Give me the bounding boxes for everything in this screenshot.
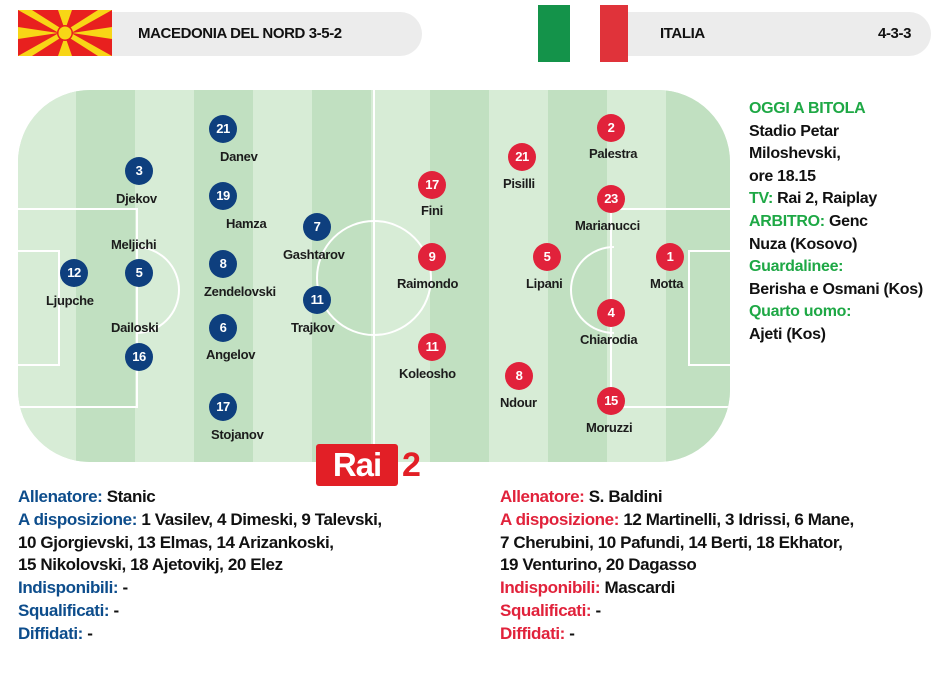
fourth-official-label: Quarto uomo: [749,303,852,321]
player-number: 4 [597,299,625,327]
player-name: Ljupche [46,293,94,308]
coach-label: Allenatore: [18,487,103,506]
player-number: 23 [597,185,625,213]
venue-line: Miloshevski, [749,145,841,163]
player-number: 8 [505,362,533,390]
subs-value-cont: 10 Gjorgievski, 13 Elmas, 14 Arizankoski, [18,532,334,552]
player-number: 15 [597,387,625,415]
north-macedonia-flag [18,10,112,56]
match-info [749,98,939,347]
warned-label: Diffidati: [18,623,83,643]
player-number: 9 [418,243,446,271]
left-goal-area [18,250,60,366]
unavailable-label: Indisponibili: [18,578,119,598]
tv-value: Rai 2, Raiplay [773,190,877,208]
referee-info [749,211,939,234]
unavailable-value: Mascardi [600,578,675,598]
player-number: 21 [508,143,536,171]
home-team-details [18,486,488,646]
player-number: 3 [125,157,153,185]
subs-value-cont: 7 Cherubini, 10 Pafundi, 14 Berti, 18 Ekhator, [500,532,843,552]
player-number: 17 [209,393,237,421]
player-number: 11 [303,286,331,314]
player-name: Fini [421,203,443,218]
player-name: Angelov [206,347,256,362]
subs-value: 1 Vasilev, 4 Dimeski, 9 Talevski, [137,509,382,529]
player-name: Pisilli [503,176,535,191]
player-name: Zendelovski [204,284,276,299]
coach-label: Allenatore: [500,487,585,506]
player-name: Palestra [589,146,638,161]
suspended-label: Squalificati: [500,600,592,620]
player-name: Meljichi [111,237,157,252]
venue-line: Stadio Petar [749,122,839,140]
warned-label: Diffidati: [500,623,565,643]
italy-flag [538,5,628,62]
player-name: Lipani [526,276,563,291]
player-number: 19 [209,182,237,210]
player-name: Trajkov [291,320,335,335]
player-number: 1 [656,243,684,271]
unavailable-value: - [118,578,128,598]
player-name: Hamza [226,216,267,231]
player-number: 12 [60,259,88,287]
player-number: 11 [418,333,446,361]
tv-info [749,188,939,211]
player-name: Chiarodia [580,332,638,347]
home-team-label: MACEDONIA DEL NORD 3-5-2 [138,25,342,42]
player-name: Gashtarov [283,247,345,262]
player-number: 6 [209,314,237,342]
player-name: Djekov [116,191,157,206]
subs-value: 12 Martinelli, 3 Idrissi, 6 Mane, [619,509,854,529]
warned-value: - [82,623,93,643]
player-name: Marianucci [575,218,640,233]
away-team-details [500,486,948,646]
player-name: Dailoski [111,320,159,335]
rai-logo-text: Rai [332,446,382,483]
subs-label: A disposizione: [18,509,137,529]
player-name: Danev [220,149,258,164]
player-name: Motta [650,276,684,291]
linesmen-value: Berisha e Osmani (Kos) [749,280,923,298]
player-name: Koleosho [399,366,456,381]
referee-label: ARBITRO: [749,212,825,230]
suspended-value: - [591,600,601,620]
away-formation: 4-3-3 [878,25,912,42]
suspended-value: - [109,600,119,620]
rai-channel-number: 2 [402,446,421,484]
player-number: 16 [125,343,153,371]
player-number: 7 [303,213,331,241]
venue-line: ore 18.15 [749,167,816,185]
player-name: Stojanov [211,427,264,442]
warned-value: - [564,623,575,643]
player-number: 2 [597,114,625,142]
fourth-official-value: Ajeti (Kos) [749,325,826,343]
info-headline: OGGI A BITOLA [749,100,866,117]
player-number: 21 [209,115,237,143]
subs-label: A disposizione: [500,509,619,529]
player-number: 5 [533,243,561,271]
suspended-label: Squalificati: [18,600,110,620]
player-number: 5 [125,259,153,287]
subs-value-cont: 19 Venturino, 20 Dagasso [500,555,697,575]
player-name: Moruzzi [586,420,633,435]
right-goal-area [688,250,730,366]
subs-value-cont: 15 Nikolovski, 18 Ajetovikj, 20 Elez [18,555,283,575]
away-team-label: ITALIA [660,25,705,42]
referee-value: Genc [824,212,868,230]
player-number: 17 [418,171,446,199]
referee-value-cont: Nuza (Kosovo) [749,235,858,253]
coach-value: Stanic [102,487,156,506]
player-name: Ndour [500,395,537,410]
tv-label: TV: [749,190,773,208]
unavailable-label: Indisponibili: [500,578,601,598]
coach-value: S. Baldini [584,487,663,506]
player-name: Raimondo [397,276,459,291]
player-number: 8 [209,250,237,278]
linesmen-label: Guardalinee: [749,258,844,276]
